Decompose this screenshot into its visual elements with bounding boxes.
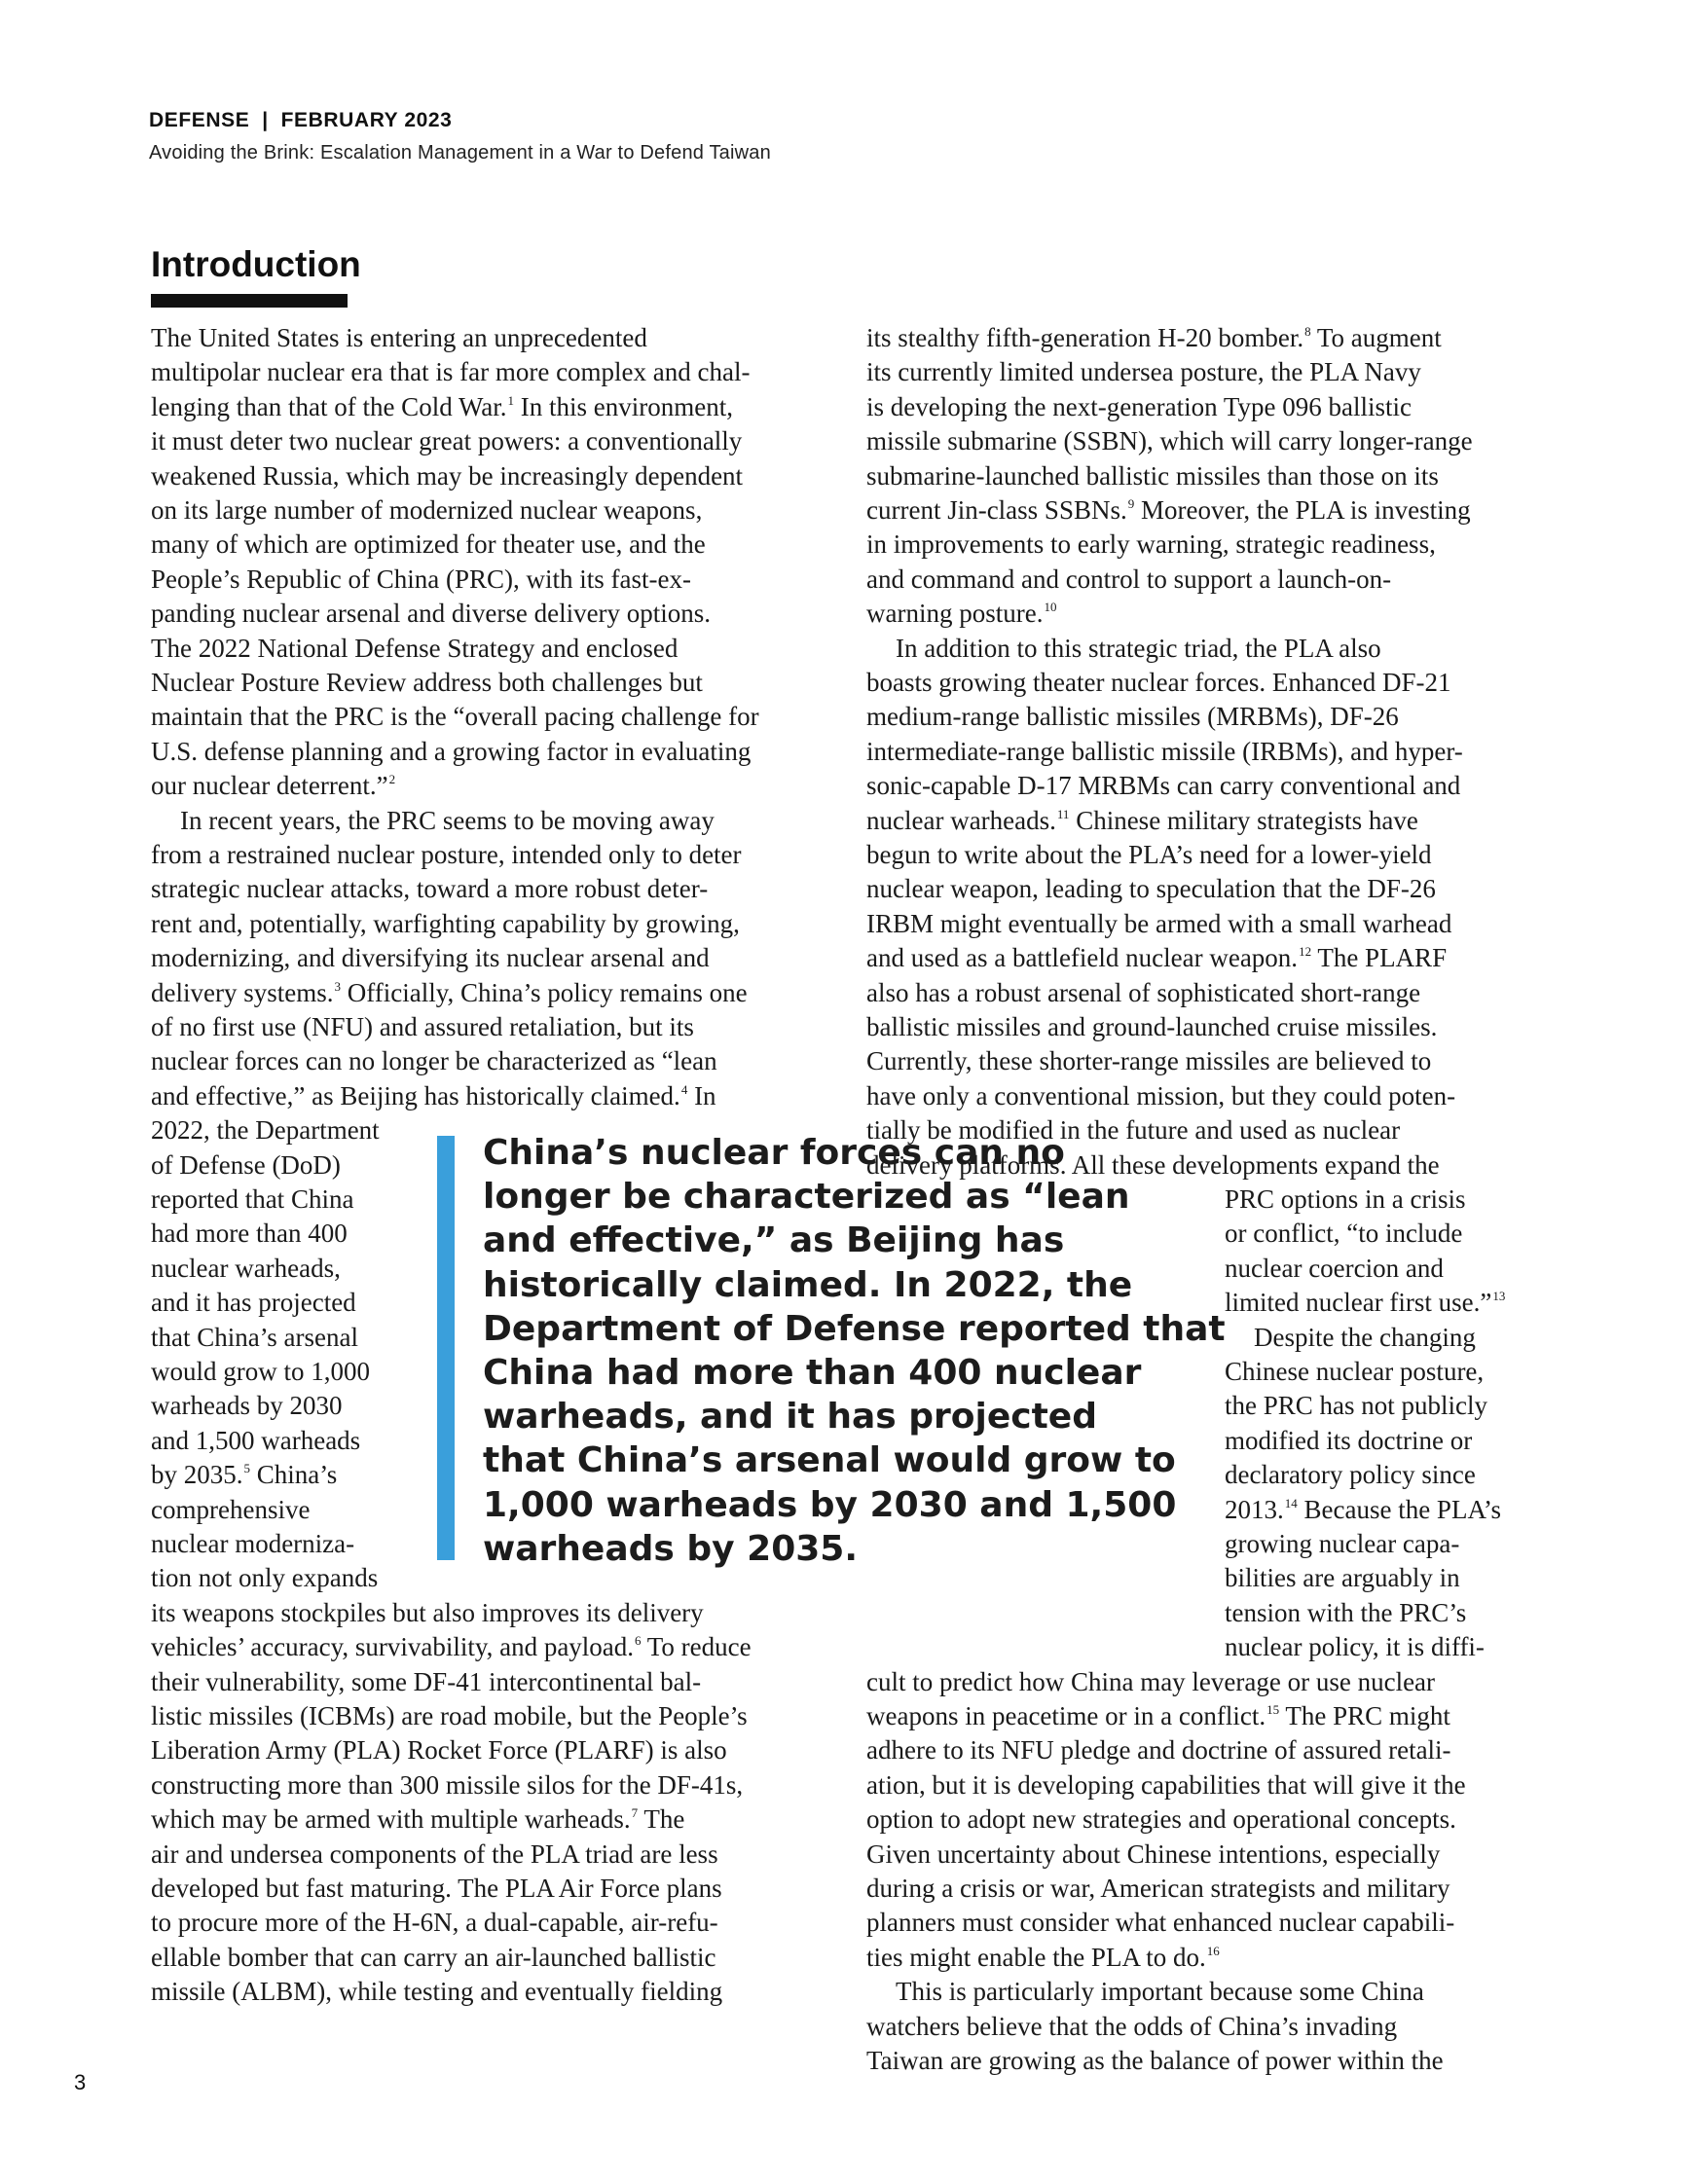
text-line xyxy=(151,1630,752,1668)
footnote-marker: 4 xyxy=(680,1081,688,1097)
page-number: 3 xyxy=(74,2070,87,2094)
line-text: bilities are arguably in xyxy=(1225,1563,1460,1593)
text-line xyxy=(151,976,748,1014)
footnote-marker: 6 xyxy=(635,1633,642,1649)
text-line xyxy=(866,1906,1454,1940)
text-line xyxy=(1225,1183,1466,1217)
line-text: it must deter two nuclear great powers: a conventionally xyxy=(151,426,743,456)
pull-quote-line: Department of Defense reported that xyxy=(483,1308,1226,1349)
text-line xyxy=(1225,1252,1444,1286)
text-line xyxy=(151,1010,694,1044)
text-line xyxy=(151,1217,348,1251)
line-text: ation, but it is developing capabilities that will give it the xyxy=(866,1769,1466,1800)
text-line xyxy=(151,1389,342,1423)
line-text: delivery platforms. All these developments expand the xyxy=(866,1149,1440,1180)
text-line xyxy=(151,1665,701,1699)
text-line xyxy=(151,1493,310,1527)
text-line xyxy=(866,1802,1456,1837)
line-text: nuclear warheads, xyxy=(151,1253,341,1283)
text-line xyxy=(151,735,751,769)
line-text: delivery systems. xyxy=(151,977,334,1007)
line-text: nuclear warheads. xyxy=(866,805,1056,835)
line-text: multipolar nuclear era that is far more complex and chal- xyxy=(151,357,751,387)
text-line xyxy=(151,1321,358,1355)
text-line xyxy=(151,1561,378,1595)
line-text: on its large number of modernized nuclear weapons, xyxy=(151,495,703,525)
line-text: growing nuclear capa- xyxy=(1225,1529,1460,1558)
line-text: vehicles’ accuracy, survivability, and payload. xyxy=(151,1632,635,1662)
line-text: In recent years, the PRC seems to be moving away xyxy=(180,805,715,835)
text-line xyxy=(151,666,703,700)
line-text: The United States is entering an unprecedented xyxy=(151,323,647,352)
text-line xyxy=(151,1079,716,1117)
line-text: 2022, the Department xyxy=(151,1115,380,1146)
text-line xyxy=(866,907,1451,941)
line-text: U.S. defense planning and a growing factor in evaluating xyxy=(151,736,752,766)
line-text: from a restrained nuclear posture, intended only to deter xyxy=(151,840,742,869)
text-line xyxy=(151,872,708,906)
line-text-continued: The xyxy=(638,1804,685,1835)
text-line xyxy=(866,976,1420,1010)
pull-quote-accent-bar xyxy=(437,1136,455,1560)
text-line xyxy=(151,1596,704,1630)
pull-quote-line: and effective,” as Beijing has xyxy=(483,1220,1065,1261)
section-heading: Introduction xyxy=(151,244,361,284)
text-line xyxy=(151,941,710,975)
footnote-marker: 16 xyxy=(1206,1943,1220,1958)
text-line xyxy=(151,321,647,355)
text-line xyxy=(151,424,742,458)
line-text: submarine-launched ballistic missiles than those on its xyxy=(866,460,1439,491)
line-text: tially be modified in the future and used as nuclear xyxy=(866,1115,1401,1146)
text-line xyxy=(866,1699,1450,1737)
text-line xyxy=(151,1527,354,1561)
line-text: and effective,” as Beijing has historically claimed. xyxy=(151,1080,680,1110)
pull-quote-line: 1,000 warheads by 2030 and 1,500 xyxy=(483,1484,1177,1525)
line-text: is developing the next-generation Type 096 ballistic xyxy=(866,391,1412,421)
line-text: nuclear forces can no longer be characterized as “lean xyxy=(151,1046,717,1076)
line-text: of no first use (NFU) and assured retaliation, but its xyxy=(151,1012,694,1041)
text-line xyxy=(1225,1389,1487,1423)
text-line xyxy=(151,838,742,872)
line-text: tension with the PRC’s xyxy=(1225,1597,1467,1627)
pull-quote-line: that China’s arsenal would grow to xyxy=(483,1440,1176,1481)
line-text: reported that China xyxy=(151,1184,354,1214)
line-text: begun to write about the PLA’s need for a lower-yield xyxy=(866,840,1432,869)
text-line xyxy=(151,355,751,389)
line-text: ellable bomber that can carry an air-launched ballistic xyxy=(151,1942,716,1972)
line-text: to procure more of the H-6N, a dual-capable, air-refu- xyxy=(151,1908,718,1938)
line-text: People’s Republic of China (PRC), with its fast-ex- xyxy=(151,564,691,594)
text-line xyxy=(151,493,702,528)
pull-quote-line: warheads by 2035. xyxy=(483,1528,859,1569)
line-text: ballistic missiles and ground-launched cruise missiles. xyxy=(866,1012,1438,1041)
text-line xyxy=(866,1733,1451,1767)
line-text-continued: Because the PLA’s xyxy=(1297,1494,1501,1524)
line-text: modernizing, and diversifying its nuclear arsenal and xyxy=(151,943,710,973)
line-text-continued: To augment xyxy=(1310,323,1442,352)
text-line xyxy=(866,1044,1431,1078)
heading-underline-rule xyxy=(151,294,348,308)
text-line xyxy=(151,1733,727,1767)
text-line xyxy=(866,804,1418,842)
line-text: missile submarine (SSBN), which will carry longer-range xyxy=(866,426,1473,456)
line-text-continued: To reduce xyxy=(641,1632,752,1662)
pull-quote xyxy=(483,1131,1226,1571)
text-line xyxy=(896,632,1381,666)
text-line xyxy=(151,1355,370,1389)
line-text: many of which are optimized for theater use, and the xyxy=(151,529,706,560)
footnote-marker: 2 xyxy=(388,772,396,787)
text-line xyxy=(151,528,706,562)
line-text: comprehensive xyxy=(151,1494,311,1524)
line-text: which may be armed with multiple warheads. xyxy=(151,1804,631,1835)
footnote-marker: 8 xyxy=(1304,324,1311,339)
line-text: its weapons stockpiles but also improves its delivery xyxy=(151,1597,704,1627)
line-text: In addition to this strategic triad, the PLA also xyxy=(896,633,1381,663)
text-line xyxy=(866,1838,1440,1872)
text-line xyxy=(1225,1596,1466,1630)
text-line xyxy=(866,769,1460,803)
footnote-marker: 9 xyxy=(1127,496,1135,511)
line-text: missile (ALBM), while testing and eventually fielding xyxy=(151,1977,723,2007)
text-line xyxy=(151,1424,360,1458)
text-line xyxy=(866,1010,1437,1044)
text-line xyxy=(151,1113,380,1147)
footnote-marker: 3 xyxy=(334,978,341,994)
line-text: rent and, potentially, warfighting capability by growing, xyxy=(151,908,740,938)
line-text: and used as a battlefield nuclear weapon. xyxy=(866,943,1299,973)
line-text: listic missiles (ICBMs) are road mobile, but the People’s xyxy=(151,1701,748,1730)
line-text: developed but fast maturing. The PLA Air Force plans xyxy=(151,1874,722,1903)
text-line xyxy=(151,597,711,631)
text-line xyxy=(1225,1286,1505,1324)
pull-quote-line: warheads, and it has projected xyxy=(483,1397,1097,1438)
line-text: The 2022 National Defense Strategy and enclosed xyxy=(151,633,679,663)
text-line xyxy=(866,459,1439,493)
line-text: Chinese nuclear posture, xyxy=(1225,1357,1485,1386)
text-line xyxy=(1254,1321,1476,1355)
text-line xyxy=(151,1286,356,1320)
line-text: warheads by 2030 xyxy=(151,1391,343,1421)
text-line xyxy=(866,838,1432,872)
line-text: and command and control to support a launch-on- xyxy=(866,564,1392,594)
text-line xyxy=(866,1079,1455,1113)
text-line xyxy=(1225,1630,1485,1664)
text-line xyxy=(866,355,1421,389)
line-text-continued: Moreover, the PLA is investing xyxy=(1134,495,1471,525)
text-line xyxy=(151,1941,716,1975)
report-title: Avoiding the Brink: Escalation Management in a War to Defend Taiwan xyxy=(149,142,771,164)
line-text: nuclear policy, it is diffi- xyxy=(1225,1632,1485,1662)
line-text: constructing more than 300 missile silos for the DF-41s, xyxy=(151,1769,744,1800)
line-text: IRBM might eventually be armed with a small warhead xyxy=(866,908,1452,938)
text-line xyxy=(151,563,691,597)
line-text: or conflict, “to include xyxy=(1225,1219,1463,1249)
line-text-continued: In xyxy=(687,1080,716,1110)
text-line xyxy=(151,1802,684,1840)
text-line xyxy=(866,563,1391,597)
text-line xyxy=(151,1906,718,1940)
line-text-continued: In this environment, xyxy=(514,391,733,421)
footnote-marker: 14 xyxy=(1284,1495,1298,1511)
line-text: lenging than that of the Cold War. xyxy=(151,391,507,421)
line-text: of Defense (DoD) xyxy=(151,1149,341,1180)
line-text: have only a conventional mission, but they could poten- xyxy=(866,1080,1456,1110)
text-line xyxy=(151,390,733,428)
line-text: Currently, these shorter-range missiles are believed to xyxy=(866,1046,1432,1076)
line-text-continued: Chinese military strategists have xyxy=(1069,805,1418,835)
line-text: adhere to its NFU pledge and doctrine of assured retali- xyxy=(866,1735,1451,1765)
text-line xyxy=(896,1975,1424,2009)
line-text: weakened Russia, which may be increasingly dependent xyxy=(151,460,744,491)
text-line xyxy=(151,459,743,493)
line-text: by 2035. xyxy=(151,1460,243,1490)
text-line xyxy=(866,493,1471,531)
line-text: weapons in peacetime or in a conflict. xyxy=(866,1701,1266,1730)
text-line xyxy=(151,769,395,807)
pull-quote-line: China’s nuclear forces can no xyxy=(483,1133,1065,1173)
footnote-marker: 12 xyxy=(1299,944,1312,960)
line-text: watchers believe that the odds of China’s invading xyxy=(866,2011,1398,2041)
footnote-marker: 11 xyxy=(1056,806,1070,821)
text-line xyxy=(151,1148,341,1183)
pull-quote-line: longer be characterized as “lean xyxy=(483,1177,1130,1218)
line-text: declaratory policy since xyxy=(1225,1460,1476,1490)
line-text-continued: China’s xyxy=(250,1460,338,1490)
text-line xyxy=(151,1699,748,1733)
line-text: its stealthy fifth-generation H-20 bomber. xyxy=(866,323,1304,352)
line-text: ties might enable the PLA to do. xyxy=(866,1942,1206,1972)
footnote-marker: 1 xyxy=(507,392,515,408)
text-line xyxy=(866,2010,1397,2044)
line-text: Given uncertainty about Chinese intentions, especially xyxy=(866,1838,1441,1869)
footnote-marker: 5 xyxy=(243,1461,250,1476)
text-line xyxy=(1225,1217,1462,1251)
text-line xyxy=(151,907,740,941)
footnote-marker: 7 xyxy=(631,1805,639,1821)
line-text: and 1,500 warheads xyxy=(151,1425,361,1455)
text-line xyxy=(866,597,1056,635)
line-text: would grow to 1,000 xyxy=(151,1357,370,1386)
line-text: option to adopt new strategies and operational concepts. xyxy=(866,1804,1456,1835)
text-line xyxy=(151,1044,717,1078)
text-line xyxy=(866,528,1436,562)
text-line xyxy=(866,941,1447,979)
text-line xyxy=(866,1768,1466,1802)
line-text: during a crisis or war, American strategists and military xyxy=(866,1874,1450,1903)
line-text: in improvements to early warning, strategic readiness, xyxy=(866,529,1436,560)
line-text: their vulnerability, some DF-41 intercontinental bal- xyxy=(151,1666,702,1696)
text-line xyxy=(866,424,1473,458)
line-text: This is particularly important because some China xyxy=(896,1977,1424,2007)
pull-quote-line: historically claimed. In 2022, the xyxy=(483,1264,1133,1305)
text-line xyxy=(866,735,1463,769)
text-line xyxy=(866,390,1412,424)
line-text: its currently limited undersea posture, the PLA Navy xyxy=(866,357,1421,387)
line-text: nuclear moderniza- xyxy=(151,1529,355,1558)
footnote-marker: 15 xyxy=(1266,1702,1280,1717)
line-text: Liberation Army (PLA) Rocket Force (PLARF) is also xyxy=(151,1735,727,1765)
line-text: Despite the changing xyxy=(1254,1322,1476,1352)
section-and-date: DEFENSE | FEBRUARY 2023 xyxy=(149,109,453,131)
text-line xyxy=(866,2044,1444,2078)
line-text: boasts growing theater nuclear forces. Enhanced DF-21 xyxy=(866,668,1451,697)
line-text-continued: Officially, China’s policy remains one xyxy=(340,977,748,1007)
line-text-continued: The PRC might xyxy=(1279,1701,1450,1730)
line-text: intermediate-range ballistic missile (IRBMs), and hyper- xyxy=(866,736,1463,766)
text-line xyxy=(866,700,1399,734)
text-line xyxy=(180,804,715,838)
line-text: PRC options in a crisis xyxy=(1225,1184,1466,1214)
line-text: warning posture. xyxy=(866,599,1044,629)
text-line xyxy=(866,1665,1435,1699)
line-text-continued: The PLARF xyxy=(1311,943,1448,973)
text-line xyxy=(1225,1458,1476,1492)
text-line xyxy=(866,666,1451,700)
line-text: air and undersea components of the PLA triad are less xyxy=(151,1838,718,1869)
line-text: maintain that the PRC is the “overall pacing challenge for xyxy=(151,702,759,732)
text-line xyxy=(866,1941,1220,1979)
pull-quote-line: China had more than 400 nuclear xyxy=(483,1353,1142,1394)
text-line xyxy=(151,632,678,666)
line-text: that China’s arsenal xyxy=(151,1322,358,1352)
line-text: panding nuclear arsenal and diverse delivery options. xyxy=(151,599,712,629)
footnote-marker: 13 xyxy=(1492,1289,1506,1304)
text-line xyxy=(1225,1493,1501,1531)
line-text: current Jin-class SSBNs. xyxy=(866,495,1127,525)
line-text: 2013. xyxy=(1225,1494,1284,1524)
line-text: had more than 400 xyxy=(151,1219,348,1249)
line-text: nuclear weapon, leading to speculation that the DF-26 xyxy=(866,874,1436,904)
line-text: strategic nuclear attacks, toward a more robust deter- xyxy=(151,874,709,904)
line-text: cult to predict how China may leverage or use nuclear xyxy=(866,1666,1436,1696)
text-line xyxy=(151,1252,341,1286)
line-text: the PRC has not publicly xyxy=(1225,1391,1487,1421)
text-line xyxy=(151,1458,337,1496)
footnote-marker: 10 xyxy=(1044,600,1057,615)
text-line xyxy=(1225,1424,1472,1458)
text-line xyxy=(151,1975,722,2009)
line-text: and it has projected xyxy=(151,1288,356,1318)
text-line xyxy=(866,872,1436,906)
line-text: nuclear coercion and xyxy=(1225,1253,1444,1283)
line-text: medium-range ballistic missiles (MRBMs), DF-26 xyxy=(866,702,1399,732)
text-line xyxy=(151,700,759,734)
line-text: limited nuclear first use.” xyxy=(1225,1288,1492,1318)
text-line xyxy=(1225,1527,1459,1561)
text-line xyxy=(151,1768,743,1802)
line-text: Nuclear Posture Review address both challenges but xyxy=(151,668,703,697)
line-text: also has a robust arsenal of sophisticated short-range xyxy=(866,977,1421,1007)
text-line xyxy=(866,321,1442,359)
line-text: Taiwan are growing as the balance of power within the xyxy=(866,2046,1444,2075)
line-text: tion not only expands xyxy=(151,1563,379,1593)
line-text: sonic-capable D-17 MRBMs can carry conventional and xyxy=(866,771,1461,801)
line-text: planners must consider what enhanced nuclear capabili- xyxy=(866,1908,1455,1938)
text-line xyxy=(1225,1355,1484,1389)
text-line xyxy=(151,1838,718,1872)
text-line xyxy=(866,1872,1450,1906)
text-line xyxy=(151,1183,353,1217)
line-text: our nuclear deterrent.” xyxy=(151,771,388,801)
text-line xyxy=(1225,1561,1460,1595)
running-header xyxy=(149,109,771,164)
text-line xyxy=(151,1872,722,1906)
line-text: modified its doctrine or xyxy=(1225,1425,1473,1455)
